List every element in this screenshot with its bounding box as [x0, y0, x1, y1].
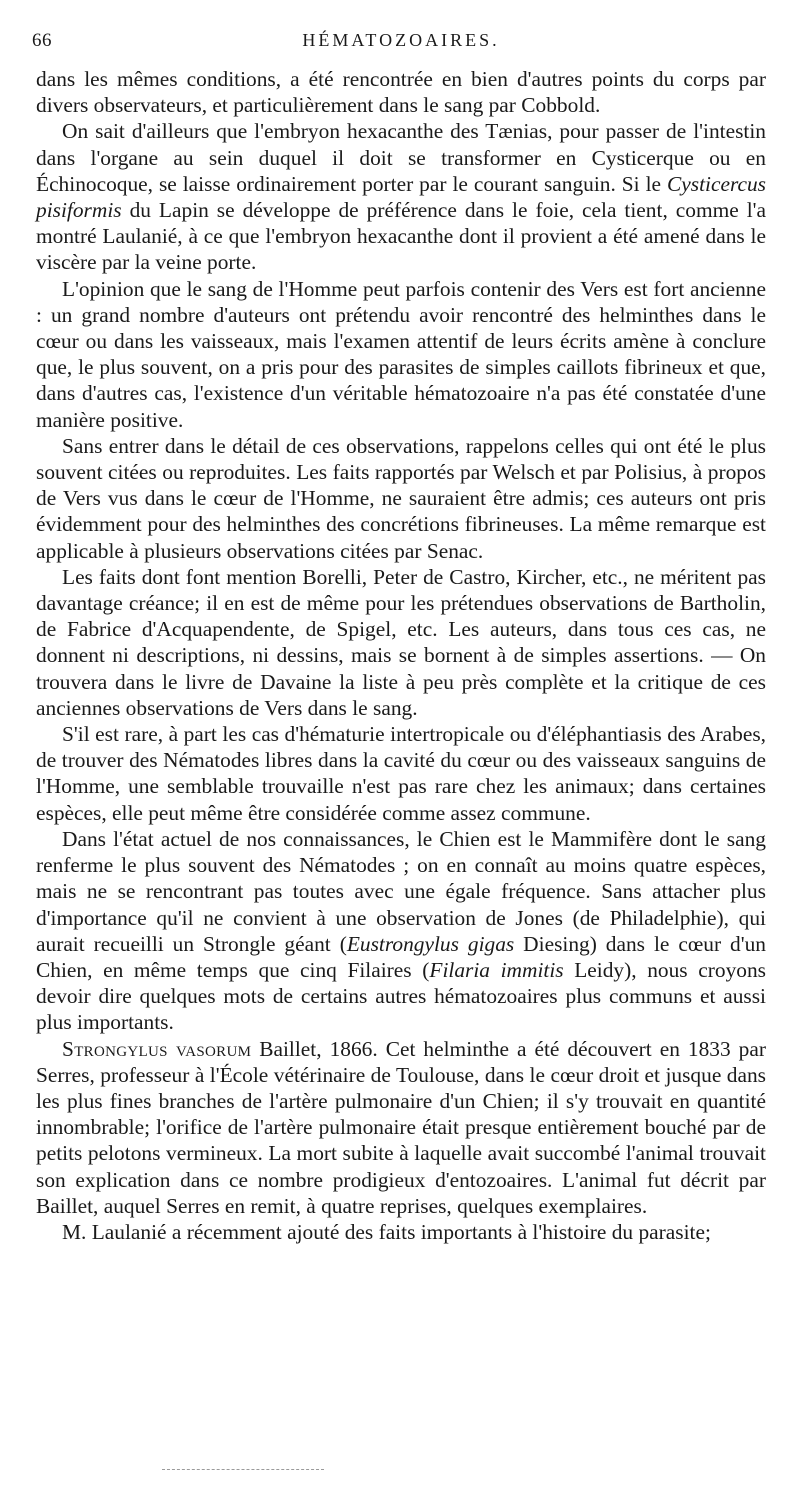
- paragraph: [36, 118, 766, 275]
- italic-text: Eustrongylus gigas: [346, 931, 515, 956]
- paragraph: [36, 1219, 766, 1245]
- footnote-rule: [162, 1469, 324, 1470]
- paragraph: [36, 66, 766, 118]
- text-run: Sans entrer dans le détail de ces observations, rappelons celles qui ont été le plus souvent citées ou reproduites. Les faits rapportés par Welsch et par Polisius, à propos de Vers vus dans le cœur de l'Homme, ne sauraient être admis; ces auteurs ont pris évidemment pour des helminthes des concrétions fibrineuses. La même remarque est applicable à plusieurs observations citées par Senac.: [36, 433, 766, 563]
- running-head: HÉMATOZOAIRES.: [302, 30, 500, 50]
- page-header: [32, 30, 770, 56]
- italic-text: Cysticercus pisiformis: [36, 171, 766, 223]
- text-run: M. Laulanié a récemment ajouté des faits importants à l'histoire du parasite;: [62, 1219, 711, 1244]
- paragraph: [36, 1036, 766, 1219]
- text-run: dans les mêmes conditions, a été rencontrée en bien d'autres points du corps par divers observateurs, et particulièrement dans le sang par Cobbold.: [36, 67, 766, 118]
- text-run: Les faits dont font mention Borelli, Peter de Castro, Kircher, etc., ne méritent pas davantage créance; il en est de même pour les prétendues observations de Bartholin, de Fabrice d'Acquapendente, de Spigel, etc. Les auteurs, dans tous ces cas, ne donnent ni descriptions, ni dessins, mais se bornent à de simples assertions. — On trouvera dans le livre de Davaine la liste à peu près complète et la critique de ces anciennes observations de Vers dans le sang.: [36, 564, 766, 720]
- page-number: 66: [32, 30, 52, 51]
- paragraph: [36, 276, 766, 433]
- text-run: S'il est rare, à part les cas d'hématurie intertropicale ou d'éléphantiasis des Arabes, de trouver des Nématodes libres dans la cavité du cœur ou des vaisseaux sanguins de l'Homme, une semblable trouvaille n'est pas rare chez les animaux; dans certaines espèces, elle peut même être considérée comme assez commune.: [36, 722, 766, 825]
- text-run: du Lapin se développe de préférence dans le foie, cela tient, comme l'a montré Laulanié, à ce que l'embryon hexacanthe dont il provient a été amené dans le viscère par la veine porte.: [36, 198, 766, 275]
- paragraph: [36, 721, 766, 826]
- text-run: Diesing) dans le cœur d'un Chien, en même temps que cinq Filaires (: [36, 931, 766, 982]
- paragraph: [36, 826, 766, 1036]
- text-run: Dans l'état actuel de nos connaissances, le Chien est le Mammifère dont le sang renferme le plus souvent des Nématodes ; on en connaît au moins quatre espèces, mais ne se rencontrant pas toutes avec une égale fréquence. Sans attacher plus d'importance qu'il ne convient à une observation de Jones (de Philadelphie), qui aurait recueilli un Strongle géant (: [36, 826, 766, 956]
- paragraph: [36, 433, 766, 564]
- italic-text: Filaria immitis: [429, 957, 564, 982]
- smallcaps-text: Strongylus vasorum: [62, 1036, 252, 1061]
- text-run: On sait d'ailleurs que l'embryon hexacanthe des Tænias, pour passer de l'intestin dans l'organe au sein duquel il doit se transformer en Cysticerque ou en Échinocoque, se laisse ordinairement porter par le courant sanguin. Si le: [36, 119, 766, 196]
- text-run: Leidy), nous croyons devoir dire quelques mots de certains autres hématozoaires plus communs et aussi plus importants.: [36, 957, 766, 1035]
- body-text: [36, 66, 766, 1245]
- paragraph: [36, 564, 766, 721]
- text-run: Baillet, 1866. Cet helminthe a été découvert en 1833 par Serres, professeur à l'École vétérinaire de Toulouse, dans le cœur droit et jusque dans les plus fines branches de l'artère pulmonaire d'un Chien; il s'y trouvait en quantité innombrable; l'orifice de l'artère pulmonaire était presque entièrement bouché par de petits pelotons vermineux. La mort subite à laquelle avait succombé l'animal trouvait son explication dans ce nombre prodigieux d'entozoaires. L'animal fut décrit par Baillet, auquel Serres en remit, à quatre reprises, quelques exemplaires.: [36, 1036, 766, 1218]
- text-run: L'opinion que le sang de l'Homme peut parfois contenir des Vers est fort ancienne : un grand nombre d'auteurs ont prétendu avoir rencontré des helminthes dans le cœur ou dans les vaisseaux, mais l'examen attentif de leurs écrits amène à conclure que, le plus souvent, on a pris pour des parasites de simples caillots fibrineux et que, dans d'autres cas, l'existence d'un véritable hématozoaire n'a pas été constatée d'une manière positive.: [36, 276, 766, 432]
